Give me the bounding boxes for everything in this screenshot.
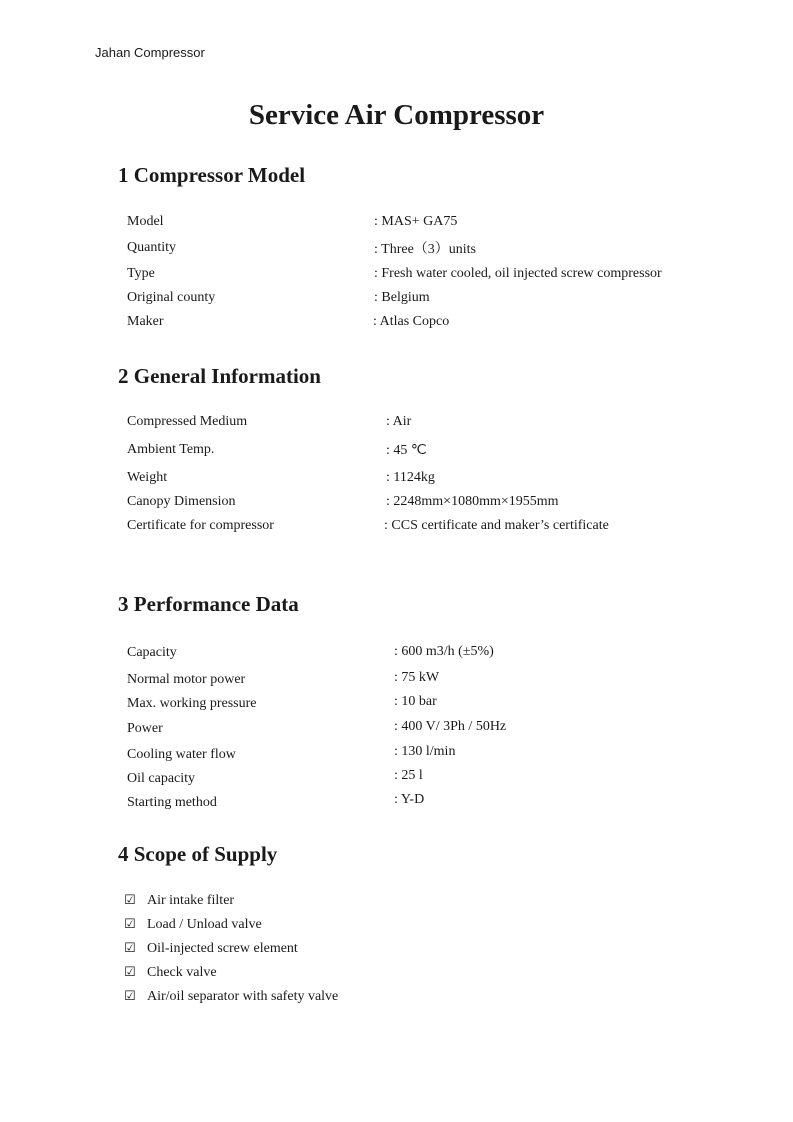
spec-label: Weight (127, 470, 168, 485)
spec-value: : Air (386, 414, 412, 429)
supply-item: Load / Unload valve (147, 917, 262, 932)
spec-value: : 75 kW (394, 670, 440, 685)
spec-label: Type (127, 266, 155, 281)
spec-value: : 45 ℃ (386, 443, 427, 458)
spec-value: : 1124kg (386, 470, 435, 485)
checkbox-checked-icon: ☑ (124, 893, 136, 908)
checkbox-checked-icon: ☑ (124, 965, 136, 980)
section-heading-general-information: 2 General Information (118, 364, 321, 388)
spec-label: Oil capacity (127, 771, 196, 786)
supply-item: Air/oil separator with safety valve (147, 989, 339, 1004)
checkbox-checked-icon: ☑ (124, 989, 136, 1004)
spec-label: Power (127, 721, 163, 736)
spec-value: : Belgium (374, 290, 430, 305)
spec-value: : 2248mm×1080mm×1955mm (386, 494, 559, 509)
spec-label: Quantity (127, 240, 176, 255)
spec-label: Canopy Dimension (127, 494, 236, 509)
spec-value: : 130 l/min (394, 744, 456, 759)
spec-label: Original county (127, 290, 216, 305)
spec-value: : 10 bar (394, 694, 437, 709)
section-heading-performance-data: 3 Performance Data (118, 592, 299, 616)
spec-value: : Three（3）units (374, 242, 477, 257)
checkbox-checked-icon: ☑ (124, 941, 136, 956)
spec-value: : CCS certificate and maker’s certificate (384, 518, 609, 533)
spec-label: Ambient Temp. (127, 442, 215, 457)
spec-label: Compressed Medium (127, 414, 248, 429)
spec-label: Starting method (127, 795, 217, 810)
spec-value: : Fresh water cooled, oil injected screw compressor (374, 266, 662, 281)
supply-item: Oil-injected screw element (147, 941, 298, 956)
page-title: Service Air Compressor (248, 99, 545, 131)
spec-value: : Y-D (394, 792, 425, 807)
supply-item: Check valve (147, 965, 217, 980)
spec-label: Max. working pressure (127, 696, 257, 711)
spec-value: : Atlas Copco (373, 314, 450, 329)
spec-label: Model (127, 214, 164, 229)
spec-value: : 600 m3/h (±5%) (394, 644, 494, 659)
spec-value: : 25 l (394, 768, 423, 783)
spec-label: Certificate for compressor (127, 518, 274, 533)
company-header: Jahan Compressor (95, 45, 205, 60)
spec-label: Maker (127, 314, 164, 329)
spec-value: : MAS+ GA75 (374, 214, 458, 229)
section-heading-scope-of-supply: 4 Scope of Supply (118, 842, 278, 866)
spec-value: : 400 V/ 3Ph / 50Hz (394, 719, 507, 734)
spec-label: Normal motor power (127, 672, 246, 687)
spec-label: Capacity (127, 645, 177, 660)
checkbox-checked-icon: ☑ (124, 917, 136, 932)
section-heading-compressor-model: 1 Compressor Model (118, 163, 306, 187)
spec-label: Cooling water flow (127, 747, 236, 762)
supply-item: Air intake filter (147, 893, 235, 908)
